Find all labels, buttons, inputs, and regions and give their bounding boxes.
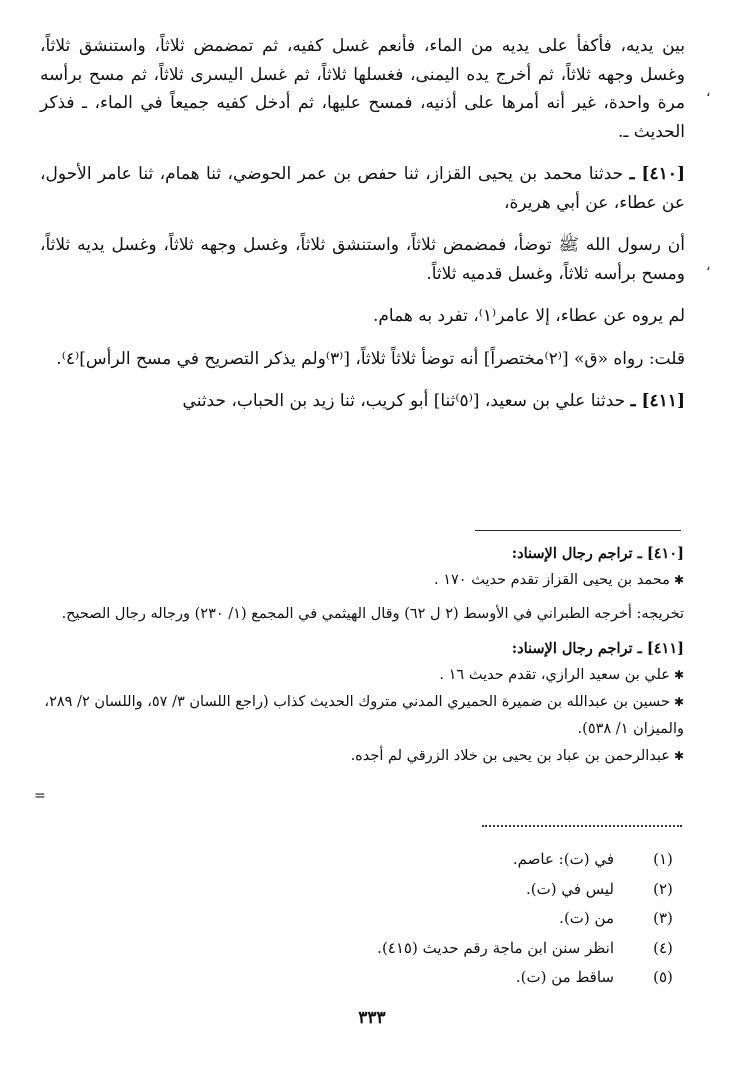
hadith-411-isnad bbox=[40, 387, 685, 416]
hadith-410-matn: أن رسول الله ﷺ توضأ، فمضمض ثلاثاً، واستنشق ثلاثاً، وغسل وجهه ثلاثاً، وغسل يديه ثلاثاً، ومسح برأسه ثلاثاً، وغسل قدميه ثلاثاً. bbox=[40, 235, 685, 284]
main-text bbox=[40, 32, 685, 416]
footnote-text: من (ت). bbox=[559, 909, 614, 927]
margin-mark-top: ، bbox=[706, 84, 711, 100]
hadith-410-chain: حدثنا محمد بن يحيى القزاز، ثنا حفص بن عمر الحوضي، ثنا همام، ثنا عامر الأحول، عن عطاء، عن أبي هريرة، bbox=[40, 164, 685, 213]
footnote-item bbox=[290, 934, 682, 964]
commentary-notes bbox=[40, 540, 684, 770]
footnote-separator bbox=[482, 825, 682, 827]
hadith-411-chain: حدثنا علي بن سعيد، [⁽٥⁾ثنا] أبو كريب، ثنا زيد بن الحباب، حدثني bbox=[182, 391, 626, 411]
footnote-item bbox=[290, 875, 682, 905]
note-411-narrator-2: ✱حسين بن عبدالله بن ضميرة الحميري المدني متروك الحديث كذاب (راجع اللسان ٣/ ٥٧، واللسان ٢/ ٢٨٩، والميزان ١/ ٥٣٨). bbox=[44, 694, 684, 737]
footnote-text: في (ت): عاصم. bbox=[512, 850, 614, 868]
note-411-narrator-1: ✱علي بن سعيد الرازي، تقدم حديث ١٦ . bbox=[439, 667, 684, 683]
hadith-410-isnad bbox=[40, 160, 685, 217]
footnotes bbox=[290, 845, 682, 993]
star-bullet-icon: ✱ bbox=[673, 668, 684, 682]
footnote-number: (٢) bbox=[653, 879, 673, 898]
footnote-item bbox=[290, 963, 682, 993]
note-410-takhrij: تخريجه: أخرجه الطبراني في الأوسط (٢ ل ٦٢) وقال الهيثمي في المجمع (١/ ٢٣٠) ورجاله رجال الصحيح. bbox=[61, 606, 684, 622]
footnote-number: (٤) bbox=[653, 938, 673, 957]
margin-mark-bottom: = bbox=[34, 788, 46, 804]
star-bullet-icon: ✱ bbox=[673, 695, 684, 709]
hadith-411-number: [٤١١] ـ bbox=[630, 391, 685, 411]
star-bullet-icon: ✱ bbox=[673, 573, 684, 587]
note-411-heading: [٤١١] ـ تراجم رجال الإسناد: bbox=[511, 640, 684, 657]
hadith-410-number: [٤١٠] ـ bbox=[629, 164, 685, 184]
footnote-number: (١) bbox=[653, 850, 673, 868]
margin-mark-mid: ، bbox=[706, 258, 711, 274]
note-410-narrator-1: ✱محمد بن يحيى القزاز تقدم حديث ١٧٠ . bbox=[434, 572, 684, 588]
hadith-410-remark: لم يروه عن عطاء، إلا عامر⁽١⁾، تفرد به همام. bbox=[372, 306, 685, 326]
paragraph-continuation: بين يديه، فأكفأ على يديه من الماء، فأنعم غسل كفيه، ثم تمضمض ثلاثاً، واستنشق ثلاثاً، وغسل وجهه ثلاثاً، ثم أخرج يده اليمنى، فغسلها ثلاثاً، ثم غسل اليسرى ثلاثاً، ثم مسح برأسه مرة واحدة، غير أنه أمرها على أذنيه، فمسح عليها، ثم أدخل كفيه جميعاً في الماء، ـ فذكر الحديث ـ. bbox=[40, 36, 685, 142]
footnote-number: (٣) bbox=[653, 909, 673, 927]
star-bullet-icon: ✱ bbox=[673, 749, 684, 763]
footnote-text: ساقط من (ت). bbox=[515, 968, 614, 986]
page-number: ٣٣٣ bbox=[358, 1008, 386, 1028]
footnote-text: انظر سنن ابن ماجة رقم حديث (٤١٥). bbox=[377, 938, 614, 957]
note-410-heading: [٤١٠] ـ تراجم رجال الإسناد: bbox=[511, 545, 684, 562]
footnote-number: (٥) bbox=[653, 968, 673, 986]
footnote-item bbox=[290, 904, 682, 934]
footnote-text: ليس في (ت). bbox=[525, 879, 614, 898]
footnote-item bbox=[290, 845, 682, 875]
notes-separator bbox=[475, 530, 681, 531]
note-411-narrator-3: ✱عبدالرحمن بن عباد بن يحيى بن خلاد الزرقي لم أجده. bbox=[350, 748, 684, 764]
hadith-410-qult: قلت: رواه «ق» [⁽٢⁾مختصراً] أنه توضأ ثلاثاً ثلاثاً، [⁽٣⁾ولم يذكر التصريح في مسح الرأس]⁽٤⁾. bbox=[56, 348, 685, 369]
